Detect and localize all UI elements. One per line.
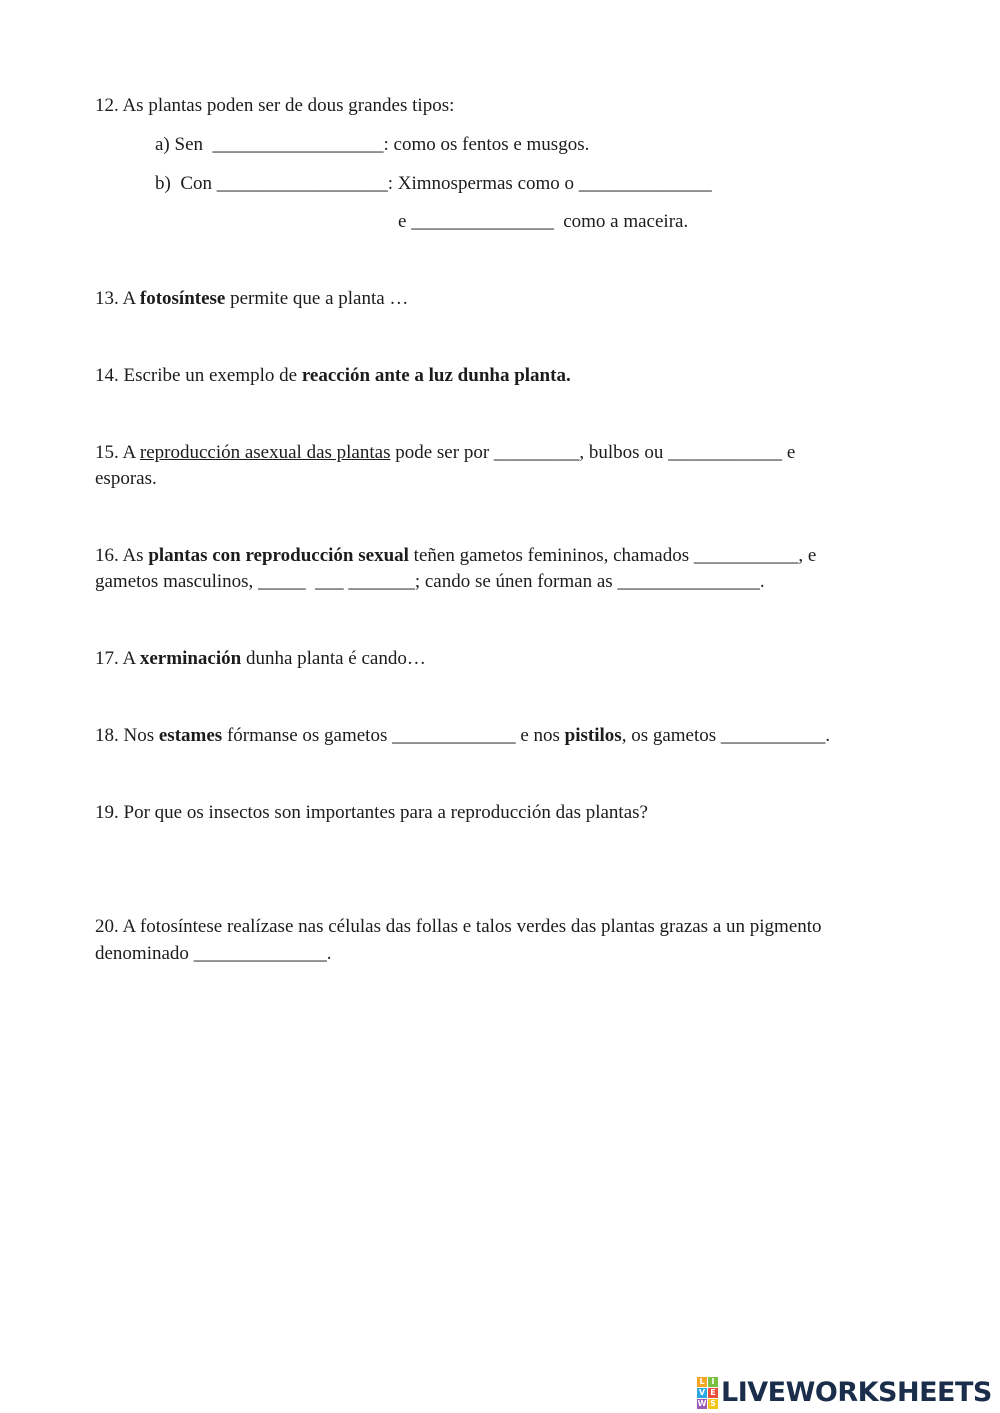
logo-mark-tile: I: [708, 1377, 718, 1387]
q16-line-2-prefix: gametos masculinos,: [95, 571, 259, 592]
q12-intro: [95, 93, 454, 119]
q17-suffix: dunha planta é cando…: [241, 648, 426, 669]
logo-mark-icon: [697, 1377, 718, 1409]
q12-c-prefix: e: [398, 211, 412, 232]
q13: [95, 286, 408, 312]
logo-mark-tile: L: [697, 1377, 707, 1387]
q12-option-a: [155, 132, 589, 158]
q13-suffix: permite que a planta …: [225, 288, 409, 309]
q14: [95, 363, 571, 389]
q18-blank-1[interactable]: _____________: [392, 725, 516, 746]
q20-line-2-end: .: [326, 943, 332, 964]
q20-line-1-text: 20. A fotosíntese realízase nas células das follas e talos verdes das plantas grazas a un pigmento: [95, 916, 822, 937]
q12-c-suffix: como a maceira.: [553, 211, 689, 232]
q15-end-1: e: [782, 442, 796, 463]
q16-prefix: 16. As: [95, 545, 149, 566]
q18-mid-1: fórmanse os gametos: [222, 725, 393, 746]
q16-mid-1: teñen gametos femininos, chamados: [408, 545, 694, 566]
q16-keyword: plantas con reproducción sexual: [148, 545, 409, 566]
q16-end-1: , e: [798, 545, 817, 566]
q18-blank-2[interactable]: ___________: [720, 725, 826, 746]
q16-line-2-end: .: [759, 571, 765, 592]
q15-line-2: [95, 466, 157, 492]
logo-mark-tile: W: [697, 1399, 707, 1408]
q12-b-blank-2[interactable]: ______________: [578, 173, 712, 194]
q12-a-prefix: a) Sen: [155, 134, 213, 155]
q12-intro-text: 12. As plantas poden ser de dous grandes tipos:: [95, 95, 455, 116]
q16-blank-2[interactable]: _____ ___ _______: [258, 571, 415, 592]
q16-line-2: [95, 569, 765, 595]
q13-keyword: fotosíntese: [139, 288, 226, 309]
q18-prefix: 18. Nos: [95, 725, 159, 746]
q20-blank[interactable]: ______________: [193, 943, 327, 964]
q18: [95, 723, 830, 749]
q20-line-2-prefix: denominado: [95, 943, 194, 964]
logo-text: LIVEWORKSHEETS: [721, 1377, 992, 1408]
q12-b-mid: : Ximnospermas como o: [387, 173, 579, 194]
q12-option-b: [155, 171, 712, 197]
q12-c-blank[interactable]: _______________: [411, 211, 554, 232]
q17-keyword: xerminación: [139, 648, 242, 669]
q13-prefix: 13. A: [95, 288, 140, 309]
q16-line-2-mid: ; cando se únen forman as: [414, 571, 618, 592]
q12-a-blank[interactable]: __________________: [212, 134, 384, 155]
q18-mid-2: e nos: [515, 725, 565, 746]
q19: [95, 800, 648, 826]
q17: [95, 646, 426, 672]
q16-line-1: [95, 543, 816, 569]
q12-b-prefix: b) Con: [155, 173, 217, 194]
logo-mark-tile: S: [708, 1399, 718, 1409]
q14-keyword: reacción ante a luz dunha planta.: [301, 365, 571, 386]
q12-option-b-continuation: [398, 209, 688, 235]
q12-a-suffix: : como os fentos e musgos.: [383, 134, 590, 155]
q14-prefix: 14. Escribe un exemplo de: [95, 365, 302, 386]
q15-blank-2[interactable]: ____________: [668, 442, 783, 463]
q15-line-1: [95, 440, 795, 466]
q15-blank-1[interactable]: _________: [493, 442, 580, 463]
q15-mid-2: , bulbos ou: [579, 442, 669, 463]
q19-text: 19. Por que os insectos son importantes para a reproducción das plantas?: [95, 802, 648, 823]
q18-keyword-1: estames: [158, 725, 223, 746]
q20-line-1: [95, 914, 822, 940]
logo-mark-tile: E: [708, 1388, 718, 1398]
q17-prefix: 17. A: [95, 648, 140, 669]
q16-blank-3[interactable]: _______________: [617, 571, 760, 592]
logo-mark-tile: V: [698, 1388, 706, 1397]
q15-prefix: 15. A: [95, 442, 140, 463]
q18-keyword-2: pistilos: [564, 725, 622, 746]
q18-end: .: [825, 725, 831, 746]
q15-underlined-term: reproducción asexual das plantas: [139, 442, 391, 463]
q15-line-2-text: esporas.: [95, 468, 157, 489]
q20-line-2: [95, 941, 331, 967]
q12-b-blank-1[interactable]: __________________: [216, 173, 388, 194]
liveworksheets-logo[interactable]: [697, 1378, 992, 1408]
q15-mid-1: pode ser por: [390, 442, 494, 463]
q18-mid-3: , os gametos: [621, 725, 721, 746]
q16-blank-1[interactable]: ___________: [693, 545, 799, 566]
